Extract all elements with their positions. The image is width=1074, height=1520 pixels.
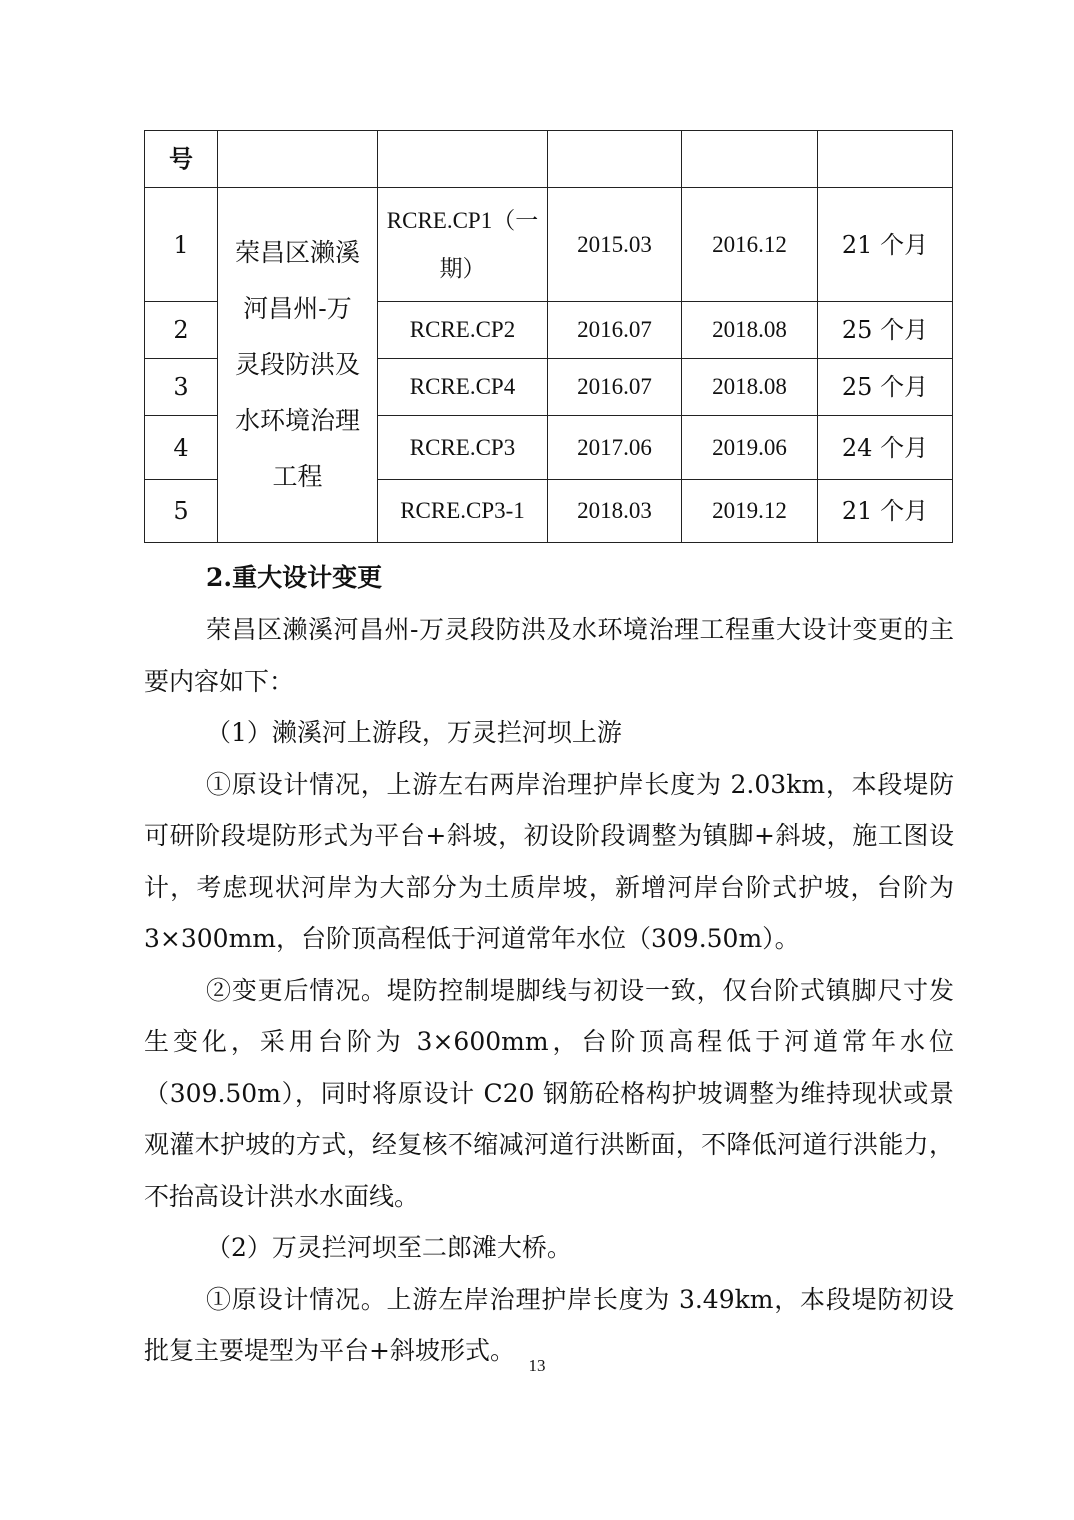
row-number: 5 [145, 480, 218, 543]
start-date: 2016.07 [548, 302, 682, 359]
duration: 25 个月 [818, 359, 953, 416]
contract-code-line: RCRE.CP1（一 [386, 207, 539, 233]
intro-paragraph: 荣昌区濑溪河昌州-万灵段防洪及水环境治理工程重大设计变更的主要内容如下： [144, 615, 954, 696]
header-cell-empty [682, 131, 818, 188]
construction-schedule-table [144, 130, 953, 543]
end-date: 2018.08 [682, 359, 818, 416]
header-cell-empty [548, 131, 682, 188]
contract-code: RCRE.CP3-1 [378, 480, 548, 543]
project-name-line: 灵段防洪及 [234, 350, 360, 379]
part2-title: （2）万灵拦河坝至二郎滩大桥。 [206, 1233, 572, 1262]
contract-code [378, 188, 548, 302]
duration: 21 个月 [818, 480, 953, 543]
end-date: 2019.12 [682, 480, 818, 543]
end-date: 2016.12 [682, 188, 818, 302]
project-name-line: 工程 [272, 462, 323, 491]
section-heading: 2.重大设计变更 [206, 563, 383, 592]
page-number: 13 [528, 1356, 546, 1375]
start-date: 2017.06 [548, 416, 682, 480]
header-cell-empty [818, 131, 953, 188]
duration: 24 个月 [818, 416, 953, 480]
contract-code: RCRE.CP2 [378, 302, 548, 359]
start-date: 2016.07 [548, 359, 682, 416]
end-date: 2018.08 [682, 302, 818, 359]
part1-changed-paragraph: ②变更后情况。堤防控制堤脚线与初设一致，仅台阶式镇脚尺寸发生变化，采用台阶为 3×600mm，台阶顶高程低于河道常年水位（309.50m），同时将原设计 C20 钢筋砼格构护坡调整为维持现状或景观灌木护坡的方式，经复核不缩减河道行洪断面，不降低河道行洪能力，不抬高设计洪水水面线。 [144, 975, 954, 1211]
contract-code: RCRE.CP4 [378, 359, 548, 416]
row-number: 1 [145, 188, 218, 302]
table-row [145, 188, 953, 302]
table-header-row [145, 131, 953, 188]
header-cell-number: 号 [145, 131, 218, 188]
part1-title: （1）濑溪河上游段，万灵拦河坝上游 [206, 718, 622, 747]
part2-original-paragraph: ①原设计情况。上游左岸治理护岸长度为 3.49km，本段堤防初设批复主要堤型为平台+斜坡形式。 [144, 1284, 954, 1365]
header-cell-empty [378, 131, 548, 188]
row-number: 4 [145, 416, 218, 480]
project-name-line: 荣昌区濑溪 [234, 238, 360, 267]
section-body [144, 552, 954, 1377]
row-number: 2 [145, 302, 218, 359]
part1-original-paragraph: ①原设计情况，上游左右两岸治理护岸长度为 2.03km，本段堤防可研阶段堤防形式为平台+斜坡，初设阶段调整为镇脚+斜坡，施工图设计，考虑现状河岸为大部分为土质岸坡，新增河岸台阶式护坡，台阶为 3×300mm，台阶顶高程低于河道常年水位（309.50m）。 [144, 769, 954, 953]
duration: 21 个月 [818, 188, 953, 302]
start-date: 2015.03 [548, 188, 682, 302]
project-name-line: 河昌州-万 [243, 294, 352, 323]
contract-code: RCRE.CP3 [378, 416, 548, 480]
start-date: 2018.03 [548, 480, 682, 543]
header-cell-empty [218, 131, 378, 188]
project-name-line: 水环境治理 [234, 406, 360, 435]
row-number: 3 [145, 359, 218, 416]
duration: 25 个月 [818, 302, 953, 359]
end-date: 2019.06 [682, 416, 818, 480]
project-name-cell [218, 188, 378, 543]
contract-code-line: 期） [439, 255, 486, 281]
